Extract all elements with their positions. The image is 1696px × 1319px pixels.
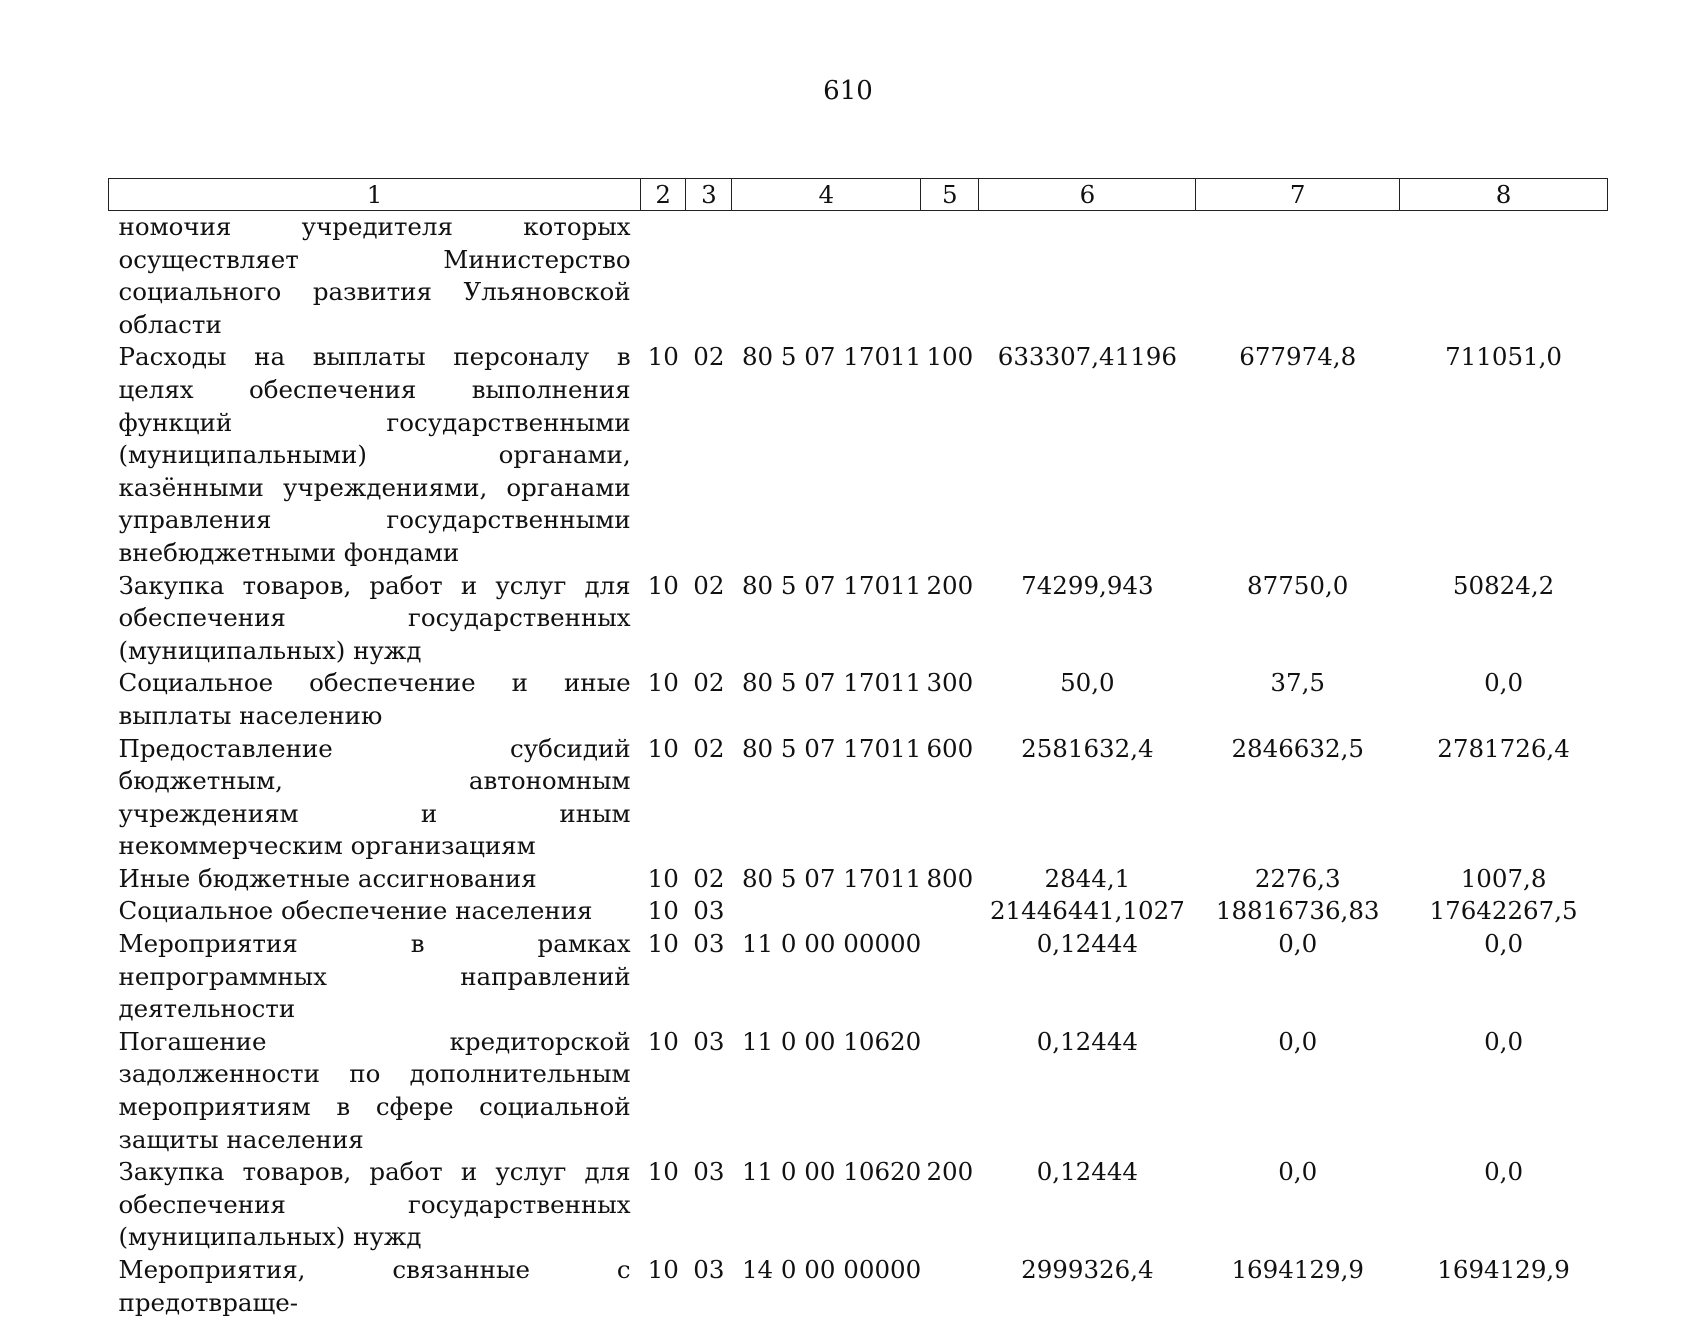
subsection-code: 02 [686, 341, 732, 569]
subsection-code: 02 [686, 570, 732, 668]
amount-col8: 0,0 [1400, 667, 1608, 732]
amount-col7: 677974,8 [1196, 341, 1400, 569]
amount-col8: 1694129,9 [1400, 1254, 1608, 1319]
row-description: Социальное обеспечение и иные выплаты населению [109, 667, 641, 732]
row-description: Расходы на выплаты персоналу в целях обеспечения выполнения функций государственными (муниципальными) органами, казёнными учреждениями, органами управления государственными внебюджетными фондами [109, 341, 641, 569]
amount-col7: 0,0 [1196, 1026, 1400, 1156]
expense-type-code: 600 [921, 733, 979, 863]
amount-col7: 2276,3 [1196, 863, 1400, 896]
amount-col8 [1400, 211, 1608, 342]
section-code: 10 [641, 667, 686, 732]
amount-col8: 50824,2 [1400, 570, 1608, 668]
section-code: 10 [641, 895, 686, 928]
expense-type-code [921, 928, 979, 1026]
row-description: Иные бюджетные ассигнования [109, 863, 641, 896]
column-header: 1 [109, 179, 641, 211]
amount-col8: 0,0 [1400, 1026, 1608, 1156]
column-header: 3 [686, 179, 732, 211]
amount-col8: 711051,0 [1400, 341, 1608, 569]
amount-col8: 0,0 [1400, 1156, 1608, 1254]
section-code: 10 [641, 863, 686, 896]
row-description: Мероприятия, связанные с предотвраще- [109, 1254, 641, 1319]
expense-type-code [921, 1254, 979, 1319]
amount-col6: 633307,41196 [979, 341, 1196, 569]
amount-col6: 21446441,1027 [979, 895, 1196, 928]
row-description: Закупка товаров, работ и услуг для обеспечения государственных (муниципальных) нужд [109, 570, 641, 668]
table-row [109, 1026, 1608, 1156]
row-description: номочия учредителя которых осуществляет Министерство социального развития Ульяновской области [109, 211, 641, 342]
expense-type-code: 200 [921, 570, 979, 668]
row-description: Погашение кредиторской задолженности по дополнительным мероприятиям в сфере социальной защиты населения [109, 1026, 641, 1156]
row-description: Предоставление субсидий бюджетным, автономным учреждениям и иным некоммерческим организациям [109, 733, 641, 863]
section-code: 10 [641, 733, 686, 863]
column-header: 2 [641, 179, 686, 211]
amount-col8: 2781726,4 [1400, 733, 1608, 863]
subsection-code: 03 [686, 895, 732, 928]
amount-col7: 0,0 [1196, 1156, 1400, 1254]
subsection-code: 02 [686, 667, 732, 732]
table-row [109, 570, 1608, 668]
section-code: 10 [641, 570, 686, 668]
column-header: 5 [921, 179, 979, 211]
target-article-code: 80 5 07 17011 [732, 341, 921, 569]
subsection-code: 03 [686, 1156, 732, 1254]
target-article-code: 14 0 00 00000 [732, 1254, 921, 1319]
table-header-row [109, 179, 1608, 211]
amount-col7: 87750,0 [1196, 570, 1400, 668]
expense-type-code [921, 895, 979, 928]
table-row [109, 341, 1608, 569]
row-description: Мероприятия в рамках непрограммных направлений деятельности [109, 928, 641, 1026]
table-row [109, 895, 1608, 928]
column-header: 6 [979, 179, 1196, 211]
section-code: 10 [641, 1026, 686, 1156]
table-row [109, 928, 1608, 1026]
subsection-code: 02 [686, 733, 732, 863]
budget-table [108, 178, 1608, 1319]
target-article-code: 80 5 07 17011 [732, 733, 921, 863]
target-article-code: 80 5 07 17011 [732, 570, 921, 668]
expense-type-code [921, 211, 979, 342]
table-row [109, 863, 1608, 896]
table-row [109, 733, 1608, 863]
amount-col7: 0,0 [1196, 928, 1400, 1026]
amount-col6: 2844,1 [979, 863, 1196, 896]
page-number: 610 [0, 76, 1696, 106]
target-article-code: 11 0 00 10620 [732, 1026, 921, 1156]
amount-col8: 17642267,5 [1400, 895, 1608, 928]
column-header: 4 [732, 179, 921, 211]
amount-col7 [1196, 211, 1400, 342]
amount-col6: 0,12444 [979, 1026, 1196, 1156]
table-row [109, 1254, 1608, 1319]
amount-col6: 50,0 [979, 667, 1196, 732]
amount-col7: 2846632,5 [1196, 733, 1400, 863]
section-code: 10 [641, 341, 686, 569]
subsection-code: 03 [686, 1254, 732, 1319]
amount-col6: 2581632,4 [979, 733, 1196, 863]
amount-col7: 18816736,83 [1196, 895, 1400, 928]
amount-col8: 1007,8 [1400, 863, 1608, 896]
amount-col6: 74299,943 [979, 570, 1196, 668]
column-header: 8 [1400, 179, 1608, 211]
expense-type-code: 200 [921, 1156, 979, 1254]
section-code: 10 [641, 1156, 686, 1254]
amount-col8: 0,0 [1400, 928, 1608, 1026]
section-code: 10 [641, 1254, 686, 1319]
row-description: Закупка товаров, работ и услуг для обеспечения государственных (муниципальных) нужд [109, 1156, 641, 1254]
amount-col6: 0,12444 [979, 1156, 1196, 1254]
section-code: 10 [641, 928, 686, 1026]
row-description: Социальное обеспечение населения [109, 895, 641, 928]
target-article-code: 11 0 00 10620 [732, 1156, 921, 1254]
target-article-code: 11 0 00 00000 [732, 928, 921, 1026]
target-article-code [732, 895, 921, 928]
amount-col6 [979, 211, 1196, 342]
amount-col6: 2999326,4 [979, 1254, 1196, 1319]
amount-col7: 1694129,9 [1196, 1254, 1400, 1319]
expense-type-code: 800 [921, 863, 979, 896]
subsection-code: 03 [686, 1026, 732, 1156]
amount-col6: 0,12444 [979, 928, 1196, 1026]
table-body [109, 211, 1608, 1319]
table-row [109, 1156, 1608, 1254]
table-row [109, 667, 1608, 732]
amount-col7: 37,5 [1196, 667, 1400, 732]
section-code [641, 211, 686, 342]
expense-type-code [921, 1026, 979, 1156]
expense-type-code: 100 [921, 341, 979, 569]
target-article-code: 80 5 07 17011 [732, 667, 921, 732]
target-article-code [732, 211, 921, 342]
column-header: 7 [1196, 179, 1400, 211]
table-row [109, 211, 1608, 342]
target-article-code: 80 5 07 17011 [732, 863, 921, 896]
subsection-code [686, 211, 732, 342]
subsection-code: 02 [686, 863, 732, 896]
expense-type-code: 300 [921, 667, 979, 732]
subsection-code: 03 [686, 928, 732, 1026]
